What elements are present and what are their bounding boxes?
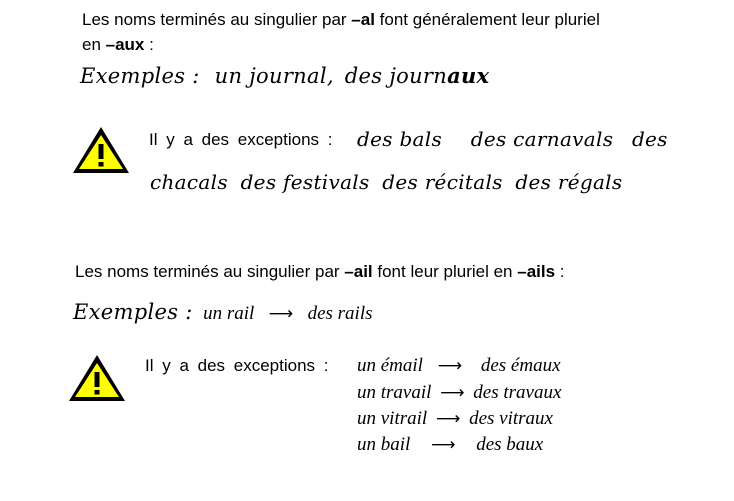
rule-1-line-2 bbox=[82, 35, 154, 55]
exception-pair-vitrail bbox=[357, 408, 553, 430]
exception-pair-email bbox=[357, 355, 561, 377]
rule-1-line-1 bbox=[82, 10, 600, 30]
exception-pair-bail bbox=[357, 434, 543, 456]
exception-chacals: chacals bbox=[150, 170, 228, 194]
rule-1-line-2-text: en bbox=[82, 35, 106, 54]
warning-triangle-icon bbox=[70, 124, 132, 176]
exceptions-1-label: Il y a des exceptions : bbox=[149, 130, 333, 149]
example-1-singular: un journal, bbox=[214, 64, 334, 88]
rule-2-middle: font leur pluriel en bbox=[372, 262, 518, 281]
exception-carnavals: des carnavals bbox=[470, 127, 614, 151]
example-2-plural: des rails bbox=[307, 303, 373, 324]
rule-2-rest: : bbox=[555, 262, 565, 281]
exception-des: des bbox=[631, 127, 668, 151]
rule-2-suffix: –ail bbox=[344, 262, 373, 281]
arrow-right-icon: ⟶ bbox=[268, 304, 294, 324]
exception-singular: un vitrail bbox=[357, 408, 428, 429]
exception-plural: des travaux bbox=[473, 382, 562, 403]
exception-singular: un émail bbox=[357, 355, 423, 376]
arrow-right-icon: ⟶ bbox=[431, 435, 456, 455]
rule-2 bbox=[75, 262, 565, 282]
arrow-right-icon: ⟶ bbox=[437, 356, 463, 376]
exceptions-2-label: Il y a des exceptions : bbox=[145, 356, 329, 375]
arrow-right-icon: ⟶ bbox=[435, 409, 461, 429]
exception-festivals: des festivals bbox=[240, 170, 370, 194]
exception-plural: des vitraux bbox=[469, 408, 553, 429]
warning-triangle-icon bbox=[66, 352, 128, 404]
rule-1-plural-suffix: –aux bbox=[105, 35, 145, 54]
exception-singular: un travail bbox=[357, 382, 432, 403]
exception-recitals: des récitals bbox=[382, 170, 503, 194]
arrow-right-icon: ⟶ bbox=[440, 383, 465, 403]
rule-1-line-2-rest: : bbox=[144, 35, 154, 54]
exception-plural: des émaux bbox=[480, 355, 561, 376]
example-2-singular: un rail bbox=[203, 303, 255, 324]
example-2 bbox=[73, 300, 373, 325]
exceptions-1-line-2 bbox=[150, 170, 622, 194]
rule-2-plural-suffix: –ails bbox=[517, 262, 556, 281]
exception-singular: un bail bbox=[357, 434, 411, 455]
example-1-plural-prefix: des journ bbox=[344, 64, 448, 88]
exception-regals: des régals bbox=[515, 170, 623, 194]
example-1 bbox=[80, 63, 489, 88]
example-1-plural-suffix: aux bbox=[447, 63, 490, 88]
rule-1-suffix: –al bbox=[351, 10, 375, 29]
exceptions-1-line-1 bbox=[357, 127, 668, 151]
example-1-label: Exemples : bbox=[80, 64, 200, 88]
rule-2-text: Les noms terminés au singulier par bbox=[75, 262, 345, 281]
rule-1-text: Les noms terminés au singulier par bbox=[82, 10, 352, 29]
exception-pair-travail bbox=[357, 382, 561, 404]
exception-plural: des baux bbox=[476, 434, 544, 455]
example-2-label: Exemples : bbox=[73, 300, 193, 324]
exception-bals: des bals bbox=[357, 127, 443, 151]
rule-1-rest: font généralement leur pluriel bbox=[374, 10, 600, 29]
